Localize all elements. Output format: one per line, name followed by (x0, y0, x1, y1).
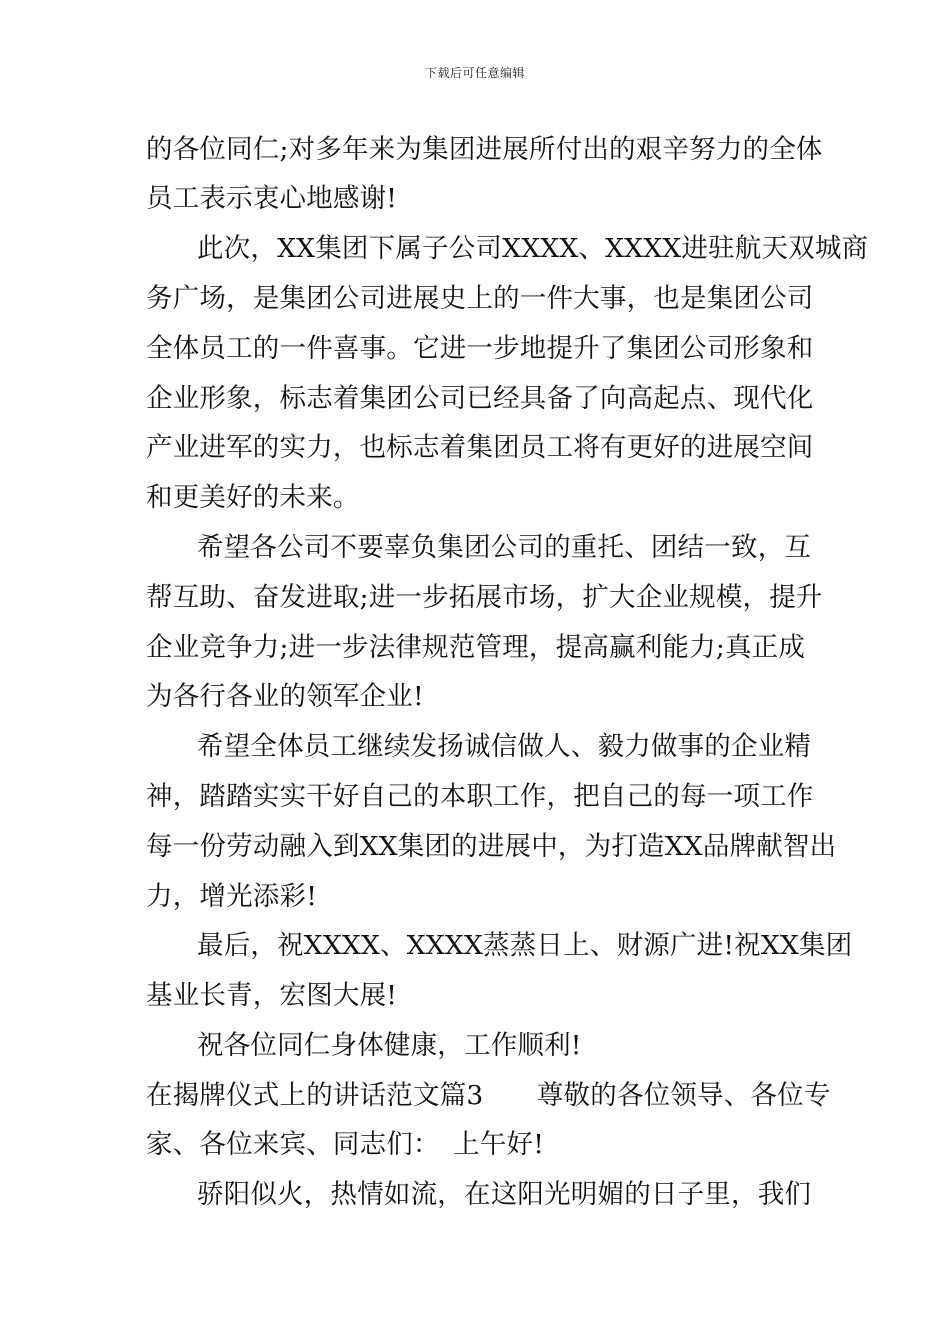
body-line: 希望各公司不要辜负集团公司的重托、团结一致，互 (197, 532, 812, 563)
body-line: 希望全体员工继续发扬诚信做人、毅力做事的企业精 (197, 731, 812, 762)
body-line: 此次，XX集团下属子公司XXXX、XXXX进驻航天双城商 (197, 233, 869, 264)
body-line: 为各行各业的领军企业! (146, 681, 424, 712)
body-line: 产业进军的实力，也标志着集团员工将有更好的进展空间 (146, 432, 814, 463)
body-line: 务广场，是集团公司进展史上的一件大事，也是集团公司 (146, 283, 814, 314)
body-line: 全体员工的一件喜事。它进一步地提升了集团公司形象和 (146, 333, 814, 364)
section-heading-line: 在揭牌仪式上的讲话范文篇3 尊敬的各位领导、各位专 (146, 1080, 831, 1111)
page-header-note: 下载后可任意编辑 (424, 66, 525, 80)
body-line: 祝各位同仁身体健康，工作顺利! (197, 1030, 582, 1061)
body-line: 神，踏踏实实干好自己的本职工作，把自己的每一项工作 (146, 781, 814, 812)
body-line: 力，增光添彩! (146, 881, 318, 912)
body-line: 企业形象，标志着集团公司已经具备了向高起点、现代化 (146, 383, 814, 414)
body-line: 每一份劳动融入到XX集团的进展中，为打造XX品牌献智出 (146, 831, 837, 862)
body-line: 最后，祝XXXX、XXXX蒸蒸日上、财源广进!祝XX集团 (197, 930, 853, 961)
body-line: 的各位同仁;对多年来为集团进展所付出的艰辛努力的全体 (146, 134, 823, 165)
body-line: 基业长青，宏图大展! (146, 980, 398, 1011)
body-line: 骄阳似火，热情如流，在这阳光明媚的日子里，我们 (197, 1179, 812, 1210)
body-line: 企业竞争力;进一步法律规范管理，提高赢利能力;真正成 (146, 632, 806, 663)
body-line: 和更美好的未来。 (146, 482, 360, 513)
body-line: 家、各位来宾、同志们： 上午好! (146, 1129, 545, 1160)
body-line: 员工表示衷心地感谢! (146, 183, 398, 214)
body-line: 帮互助、奋发进取;进一步拓展市场，扩大企业规模，提升 (146, 582, 823, 613)
